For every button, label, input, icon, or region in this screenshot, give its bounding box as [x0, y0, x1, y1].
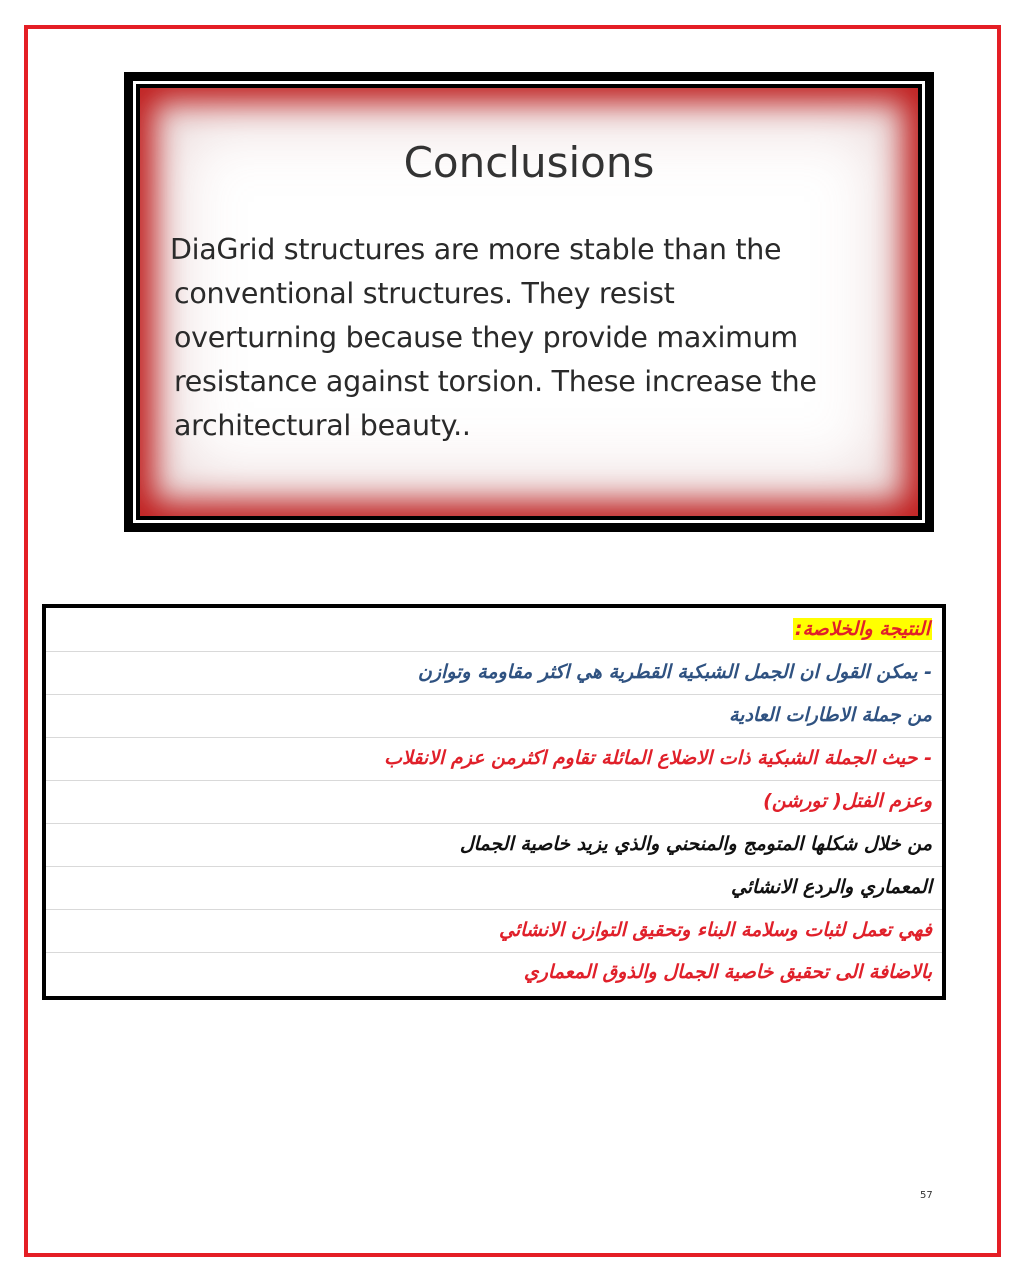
arabic-line: - حيث الجملة الشبكية ذات الاضلاع المائلة تقاوم اكثرمن عزم الانقلاب — [46, 737, 942, 781]
arabic-line: فهي تعمل لثبات وسلامة البناء وتحقيق التوازن الانشائي — [46, 909, 942, 953]
arabic-line: من خلال شكلها المتومج والمنحني والذي يزيد خاصية الجمال — [46, 823, 942, 867]
arabic-line: من جملة الاطارات العادية — [46, 694, 942, 738]
slide-content — [140, 88, 918, 516]
arabic-line: - يمكن القول ان الجمل الشبكية القطرية هي اكثر مقاومة وتوازن — [46, 651, 942, 695]
arabic-text-box — [42, 604, 946, 1000]
arabic-heading: النتيجة والخلاصة: — [794, 618, 930, 640]
slide-line: resistance against torsion. These increase the — [174, 365, 817, 398]
slide-image — [124, 72, 934, 532]
slide-line: DiaGrid structures are more stable than the — [170, 233, 782, 266]
page-number: 57 — [920, 1190, 933, 1201]
arabic-line: المعماري والردع الانشائي — [46, 866, 942, 910]
slide-line: conventional structures. They resist — [174, 277, 675, 310]
slide-line: architectural beauty.. — [174, 409, 471, 442]
slide-title: Conclusions — [403, 138, 655, 187]
arabic-heading-line — [46, 608, 942, 652]
arabic-line: وعزم الفتل( تورشن) — [46, 780, 942, 824]
arabic-line: بالاضافة الى تحقيق خاصية الجمال والذوق المعماري — [523, 961, 932, 983]
slide-body — [170, 228, 878, 448]
slide-line: overturning because they provide maximum — [174, 321, 798, 354]
